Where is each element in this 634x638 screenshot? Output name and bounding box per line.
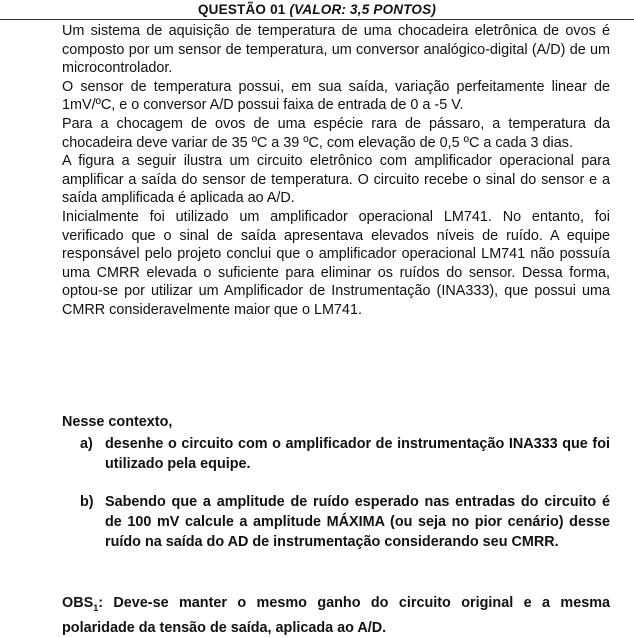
paragraph-1: Um sistema de aquisição de temperatura de uma chocadeira eletrônica de ovos é composto por um sensor de temperatura, um conversor analógico-digital (A/D) de um microcontrolador. xyxy=(62,23,610,77)
paragraph-3: Para a chocagem de ovos de uma espécie rara de pássaro, a temperatura da chocadeira deve variar de 35 ºC a 39 ºC, com elevação de 0,5 ºC a cada 3 dias. xyxy=(62,115,610,151)
item-b-text: Sabendo que a amplitude de ruído esperado nas entradas do circuito é de 100 mV calcule a amplitude MÁXIMA (ou seja no pior cenário) desse ruído na saída do AD de instrumentação considerando seu CMRR. xyxy=(105,494,610,550)
question-value: (VALOR: 3,5 PONTOS) xyxy=(289,2,437,17)
paragraph-5: Inicialmente foi utilizado um amplificador operacional LM741. No entanto, foi verificado que o sinal de saída apresentava elevados níveis de ruído. A equipe responsável pelo projeto conclui que o amplificador operacional LM741 não possuía uma CMRR elevada o suficiente para eliminar os ruídos do sensor. Dessa forma, optou-se por utilizar um Amplificador de Instrumentação (INA333), que possui uma CMRR consideravelmente maior que o LM741. xyxy=(62,208,610,318)
question-title xyxy=(0,2,634,17)
obs-subscript: 1 xyxy=(93,602,99,613)
context-label: Nesse contexto, xyxy=(62,414,173,430)
item-b-label: b) xyxy=(80,494,94,510)
observation xyxy=(62,593,610,638)
item-a xyxy=(80,434,610,474)
paragraph-4: A figura a seguir ilustra um circuito eletrônico com amplificador operacional para amplificar a saída do sensor de temperatura. O circuito recebe o sinal do sensor e a saída amplificada é aplicada ao A/D. xyxy=(62,153,610,207)
question-label: QUESTÃO 01 xyxy=(197,2,286,17)
item-b xyxy=(80,492,610,552)
obs-text: : Deve-se manter o mesmo ganho do circuito original e a mesma polaridade da tensão de saída, aplicada ao A/D. xyxy=(62,595,610,636)
statement-body xyxy=(62,22,610,320)
item-a-label: a) xyxy=(80,436,93,452)
paragraph-2: O sensor de temperatura possui, em sua saída, variação perfeitamente linear de 1mV/ºC, e o conversor A/D possui faixa de entrada de 0 a -5 V. xyxy=(62,78,610,114)
title-divider xyxy=(0,19,634,20)
item-a-text: desenhe o circuito com o amplificador de instrumentação INA333 que foi utilizado pela equipe. xyxy=(105,436,610,472)
obs-label: OBS xyxy=(62,595,94,611)
